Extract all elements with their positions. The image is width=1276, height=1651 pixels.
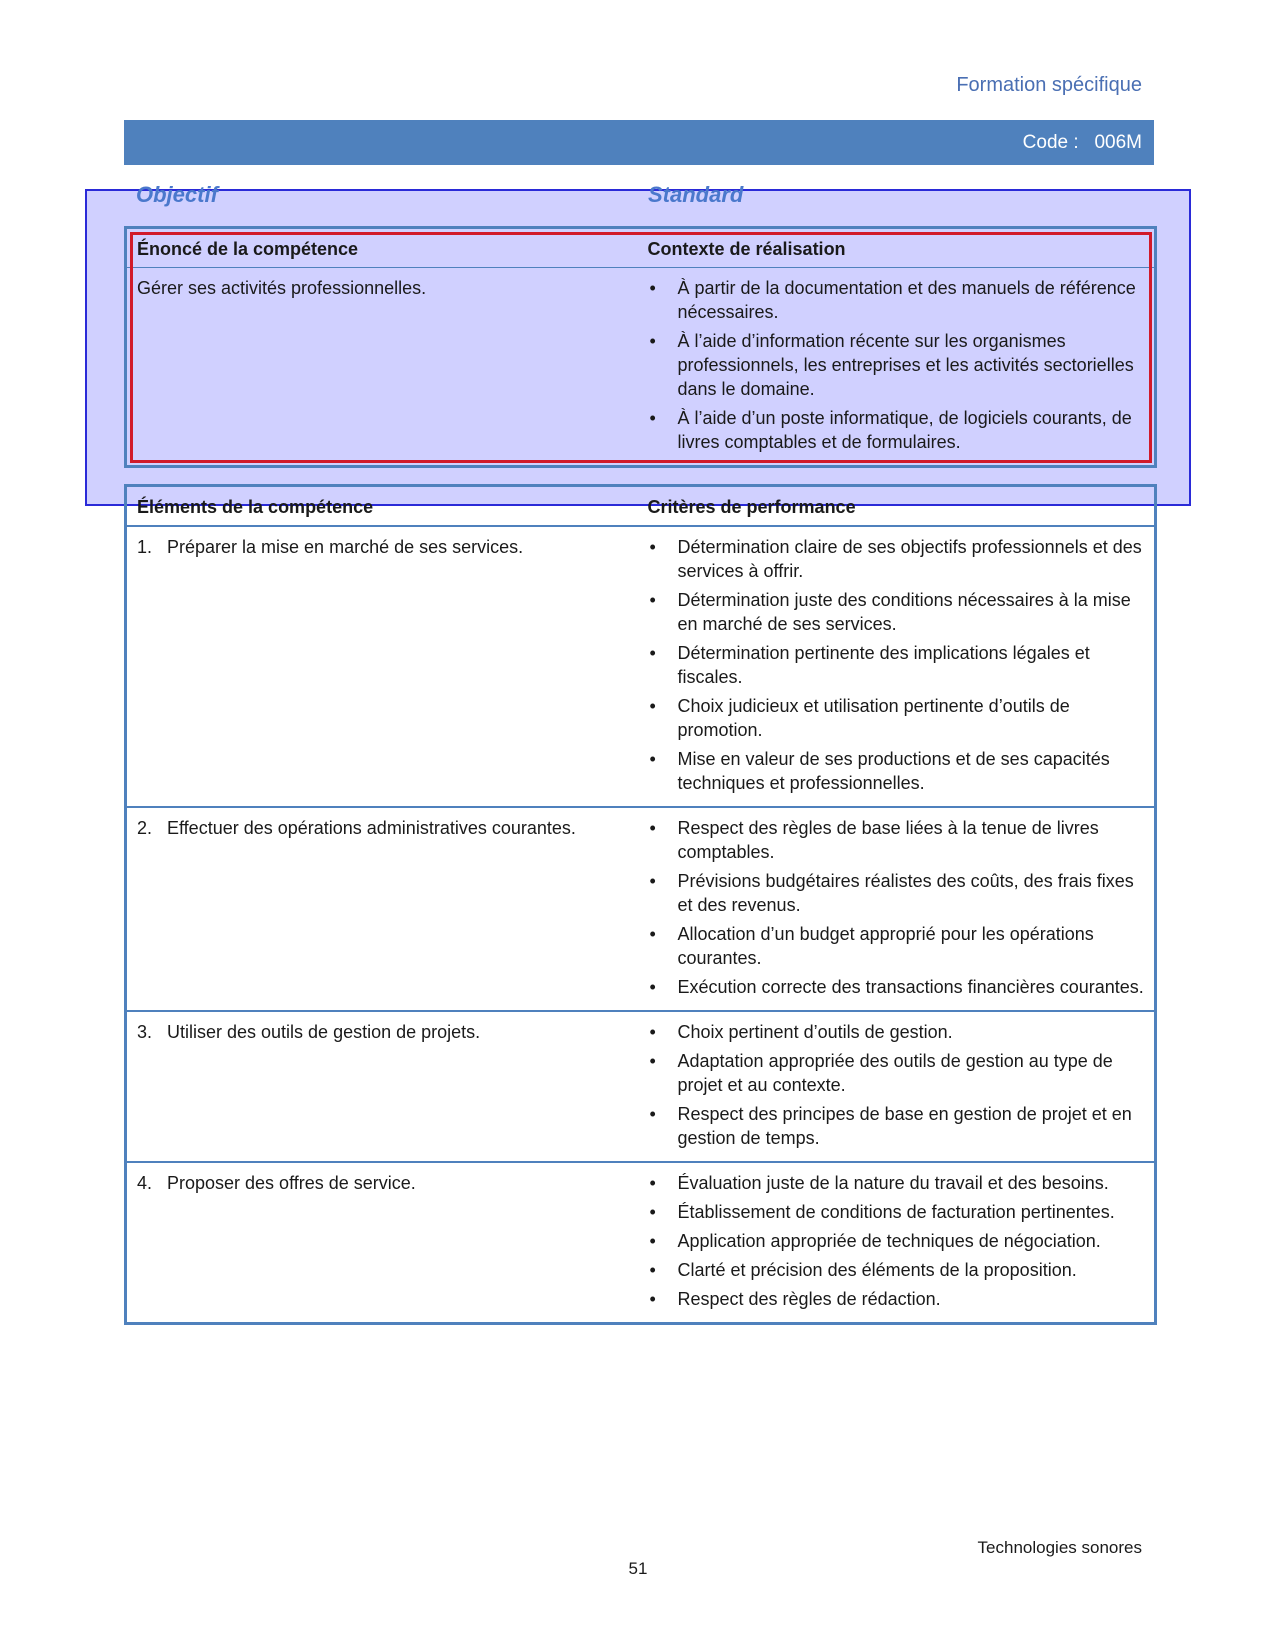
element-text: Préparer la mise en marché de ses services.	[167, 537, 524, 557]
critere-item: • Exécution correcte des transactions financières courantes.	[648, 975, 1145, 999]
code-bar	[124, 120, 1154, 165]
contexte-item: • À l’aide d’un poste informatique, de logiciels courants, de livres comptables et de formulaires.	[648, 406, 1145, 454]
element-item	[137, 1171, 628, 1195]
contexte-header: Contexte de réalisation	[638, 228, 1156, 268]
element-item	[137, 816, 628, 840]
criteres-list	[648, 1171, 1145, 1311]
critere-item: • Choix pertinent d’outils de gestion.	[648, 1020, 1145, 1044]
critere-item: • Détermination claire de ses objectifs professionnels et des services à offrir.	[648, 535, 1145, 583]
elements-table	[124, 484, 1157, 1325]
footer-label: Technologies sonores	[977, 1538, 1142, 1557]
enonce-table	[124, 226, 1157, 468]
element-number: 1.	[137, 537, 153, 557]
critere-item: • Établissement de conditions de facturation pertinentes.	[648, 1200, 1145, 1224]
critere-item: • Prévisions budgétaires réalistes des coûts, des frais fixes et des revenus.	[648, 869, 1145, 917]
table-row	[126, 807, 1156, 1011]
critere-item: • Évaluation juste de la nature du travail et des besoins.	[648, 1171, 1145, 1195]
critere-item: • Respect des principes de base en gestion de projet et en gestion de temps.	[648, 1102, 1145, 1150]
element-number: 4.	[137, 1173, 153, 1193]
table-row	[126, 1162, 1156, 1324]
contexte-item: • À partir de la documentation et des manuels de référence nécessaires.	[648, 276, 1145, 324]
objectif-heading: Objectif	[136, 182, 218, 207]
element-number: 2.	[137, 818, 153, 838]
standard-heading: Standard	[648, 182, 744, 207]
critere-item: • Adaptation appropriée des outils de gestion au type de projet et au contexte.	[648, 1049, 1145, 1097]
criteres-header: Critères de performance	[638, 486, 1156, 527]
contexte-list	[648, 276, 1145, 454]
contexte-item: • À l’aide d’information récente sur les organismes professionnels, les entreprises et les activités sectorielles dans le domaine.	[648, 329, 1145, 401]
criteres-list	[648, 535, 1145, 795]
criteres-list	[648, 1020, 1145, 1150]
competence-code: Code : 006M	[1022, 132, 1142, 153]
critere-item: • Respect des règles de rédaction.	[648, 1287, 1145, 1311]
critere-item: • Détermination pertinente des implications légales et fiscales.	[648, 641, 1145, 689]
critere-item: • Allocation d’un budget approprié pour les opérations courantes.	[648, 922, 1145, 970]
critere-item: • Détermination juste des conditions nécessaires à la mise en marché de ses services.	[648, 588, 1145, 636]
criteres-list	[648, 816, 1145, 999]
element-text: Proposer des offres de service.	[167, 1173, 416, 1193]
element-number: 3.	[137, 1022, 153, 1042]
critere-item: • Mise en valeur de ses productions et de ses capacités techniques et professionnelles.	[648, 747, 1145, 795]
element-text: Effectuer des opérations administratives courantes.	[167, 818, 576, 838]
competence-statement: Gérer ses activités professionnelles.	[137, 278, 427, 298]
document-section-label: Formation spécifique	[956, 74, 1142, 96]
element-item	[137, 1020, 628, 1044]
critere-item: • Respect des règles de base liées à la tenue de livres comptables.	[648, 816, 1145, 864]
enonce-header: Énoncé de la compétence	[126, 228, 638, 268]
page-number: 51	[628, 1559, 648, 1578]
critere-item: • Application appropriée de techniques de négociation.	[648, 1229, 1145, 1253]
elements-header: Éléments de la compétence	[126, 486, 638, 527]
table-row	[126, 1011, 1156, 1162]
table-row	[126, 526, 1156, 807]
critere-item: • Choix judicieux et utilisation pertinente d’outils de promotion.	[648, 694, 1145, 742]
critere-item: • Clarté et précision des éléments de la proposition.	[648, 1258, 1145, 1282]
element-item	[137, 535, 628, 559]
element-text: Utiliser des outils de gestion de projets.	[167, 1022, 481, 1042]
